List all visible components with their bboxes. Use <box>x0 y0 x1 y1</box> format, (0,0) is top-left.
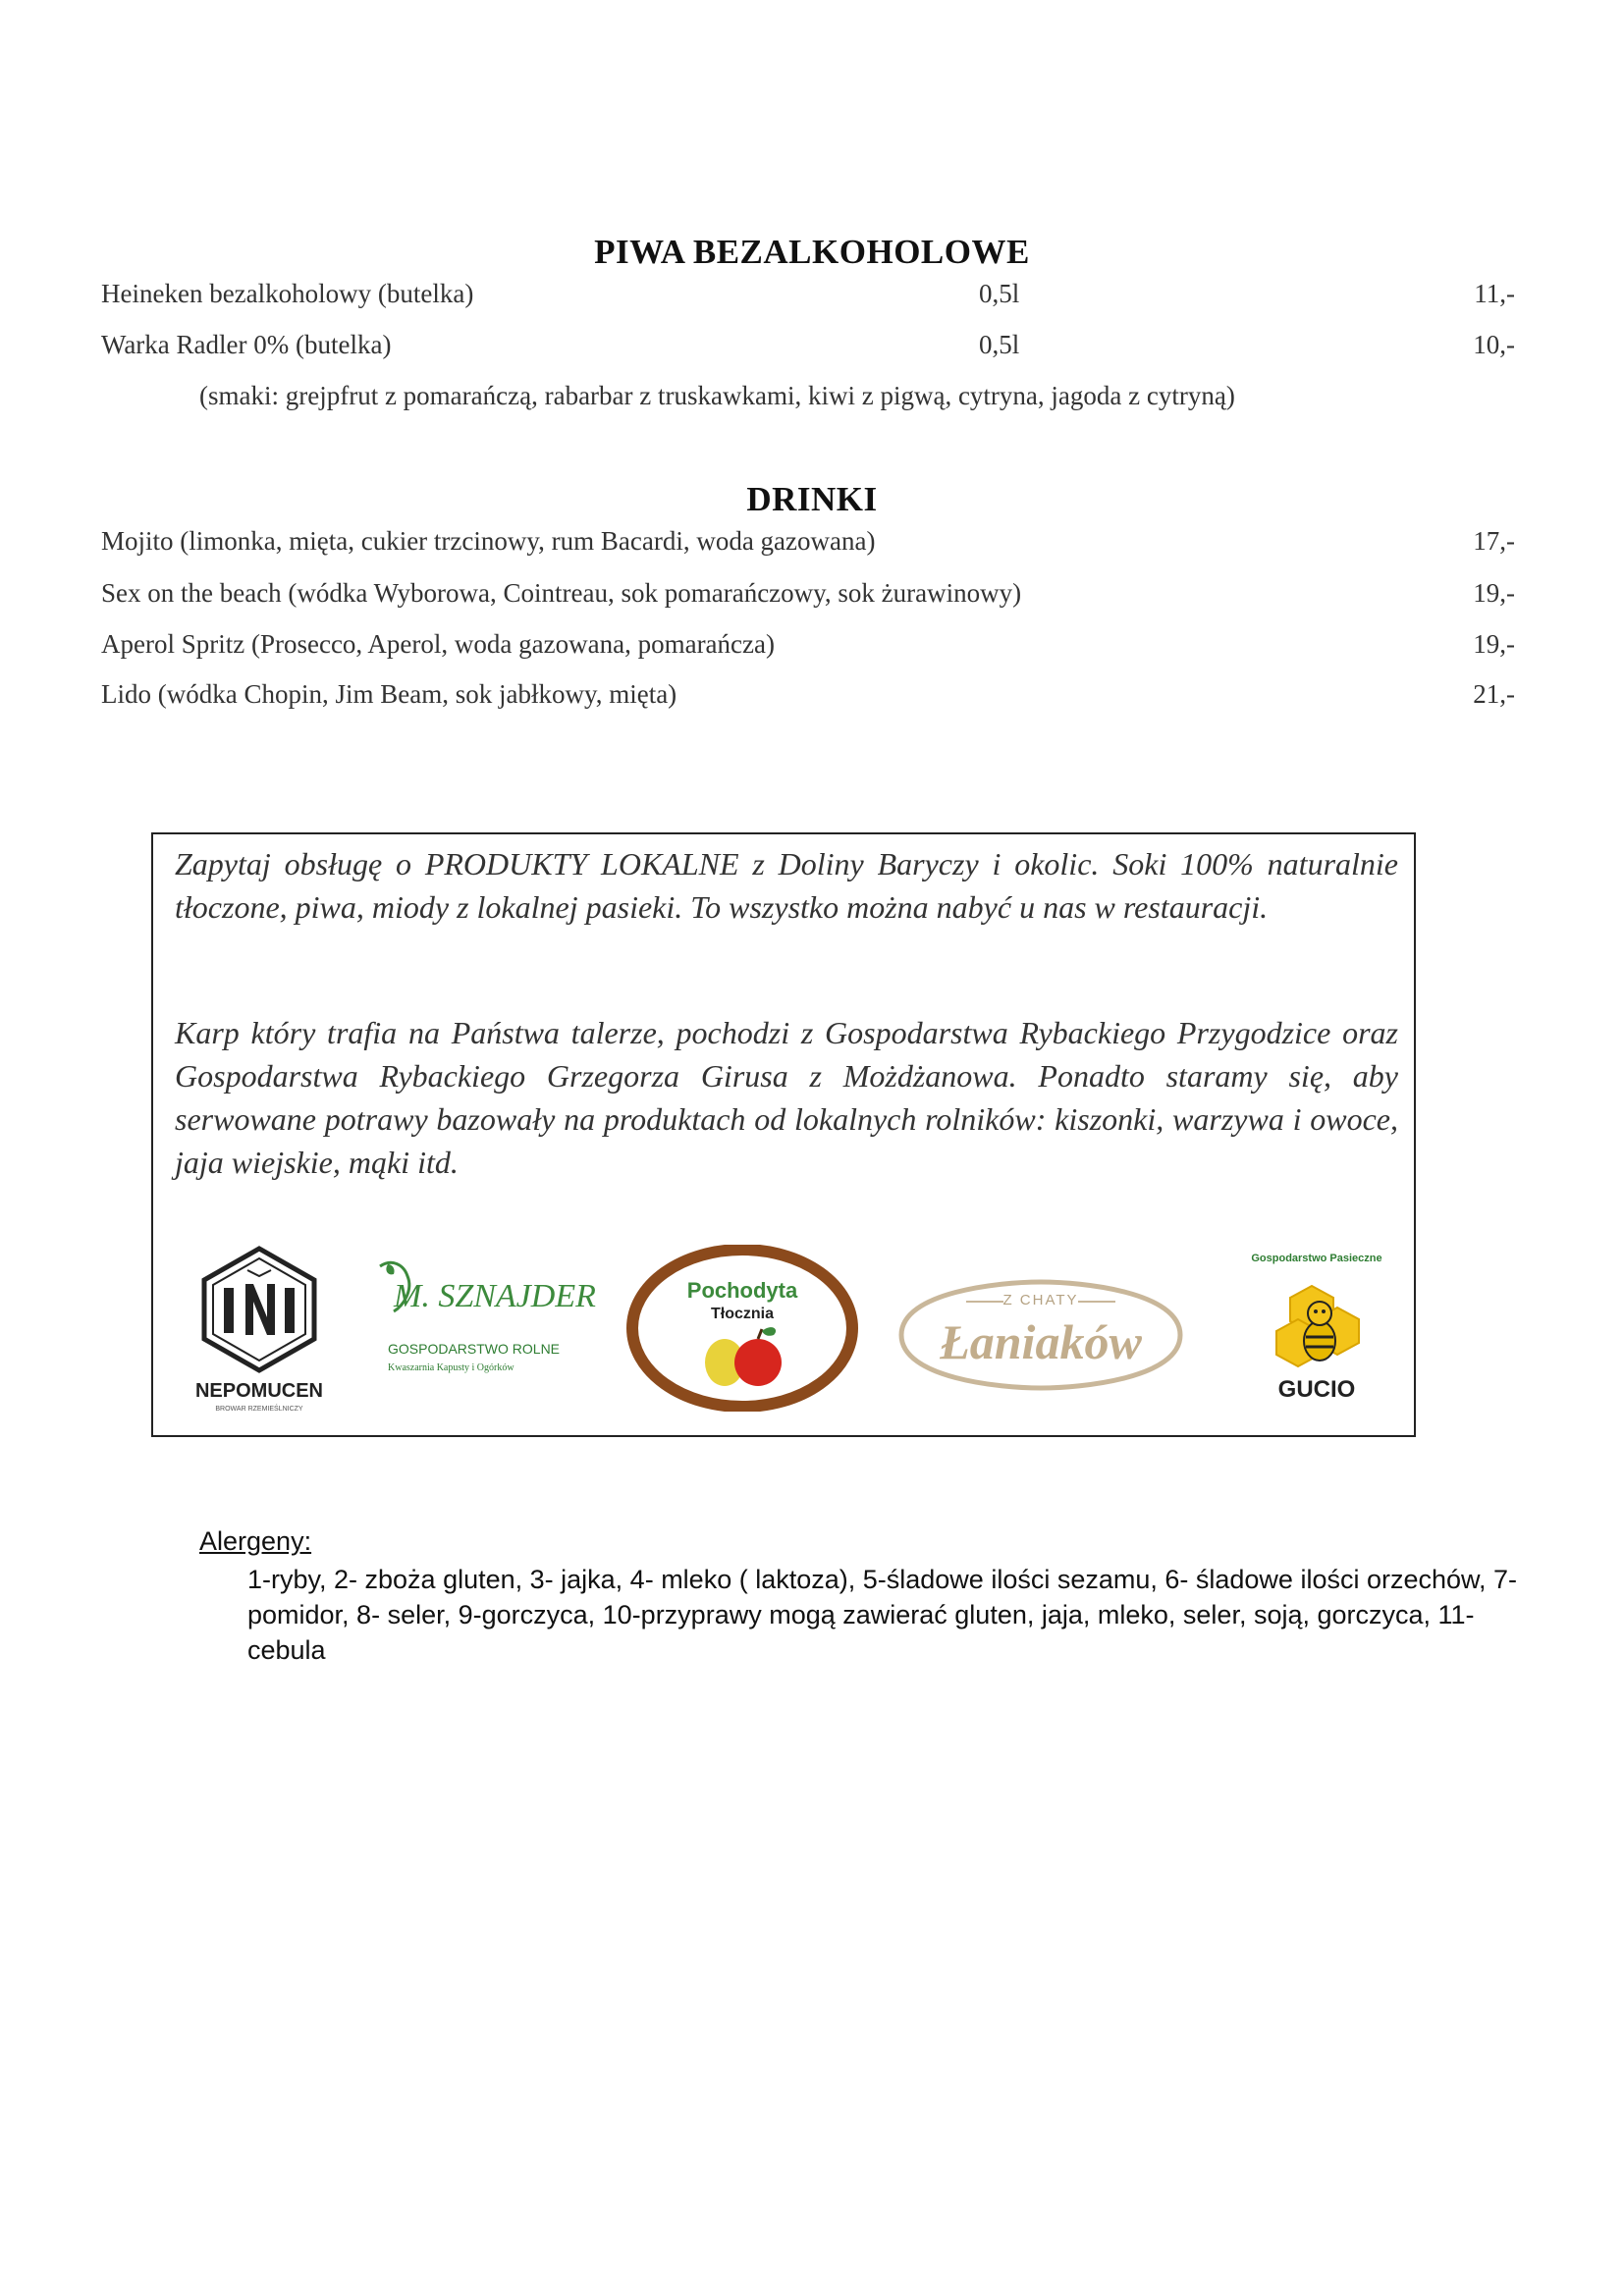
pochodyta-name: Pochodyta <box>686 1278 798 1303</box>
pochodyta-logo <box>626 1245 858 1412</box>
item-price: 11,- <box>1474 279 1515 308</box>
menu-row <box>101 629 1515 665</box>
item-name: Heineken bezalkoholowy (butelka) <box>101 279 474 308</box>
menu-row <box>101 526 1515 561</box>
laniakow-top: Z CHATY <box>1002 1292 1079 1308</box>
item-name: Lido (wódka Chopin, Jim Beam, sok jabłkowy, mięta) <box>101 679 677 709</box>
sznajder-logo <box>374 1256 600 1394</box>
item-price: 10,- <box>1473 330 1515 359</box>
menu-row <box>101 330 1515 365</box>
flavors-note: (smaki: grejpfrut z pomarańczą, rabarbar z truskawkami, kiwi z pigwą, cytryna, jagoda z cytryną) <box>199 381 1235 410</box>
allergens-label: Alergeny: <box>199 1526 312 1556</box>
gucio-name: GUCIO <box>1277 1376 1356 1403</box>
pochodyta-badge-icon <box>626 1245 858 1412</box>
local-products-box <box>151 832 1416 1437</box>
item-volume: 0,5l <box>979 279 1020 308</box>
item-name: Warka Radler 0% (butelka) <box>101 330 392 359</box>
section-title-drinks: DRINKI <box>746 480 878 518</box>
item-name: Aperol Spritz (Prosecco, Aperol, woda gazowana, pomarańcza) <box>101 629 775 659</box>
item-price: 17,- <box>1473 526 1515 556</box>
menu-row <box>101 578 1515 614</box>
sznajder-name: M. SZNAJDER <box>394 1278 596 1314</box>
item-volume: 0,5l <box>979 330 1020 359</box>
item-price: 19,- <box>1473 629 1515 659</box>
sznajder-line1: GOSPODARSTWO ROLNE <box>388 1341 561 1357</box>
local-products-paragraph: Zapytaj obsługę o PRODUKTY LOKALNE z Doliny Baryczy i okolic. Soki 100% naturalnie tłoczone, piwa, miody z lokalnej pasieki. To wszystko można nabyć u nas w restauracji. <box>175 846 1398 925</box>
section-title-beer: PIWA BEZALKOHOLOWE <box>594 233 1030 271</box>
nepomucen-emblem-icon <box>190 1245 328 1374</box>
menu-row <box>101 679 1515 715</box>
allergens-section <box>199 1526 1518 1665</box>
laniakow-logo <box>882 1272 1200 1396</box>
gucio-arc-text: Gospodarstwo Pasieczne <box>1251 1253 1382 1264</box>
gucio-logo <box>1233 1247 1400 1414</box>
sznajder-line2: Kwaszarnia Kapusty i Ogórków <box>388 1362 514 1373</box>
laniakow-name: Łaniaków <box>940 1314 1142 1369</box>
item-price: 21,- <box>1473 679 1515 709</box>
nepomucen-name: NEPOMUCEN <box>194 1380 323 1402</box>
carp-origin-paragraph: Karp który trafia na Państwa talerze, pochodzi z Gospodarstwa Rybackiego Przygodzice oraz Gospodarstwa Rybackiego Grzegorza Girusa z Możdżanowa. Ponadto staramy się, aby serwowane potrawy bazowały na produktach od lokalnych rolników: kiszonki, warzywa i owoce, jaja wiejskie, mąki itd. <box>175 1015 1398 1180</box>
item-name: Sex on the beach (wódka Wyborowa, Cointreau, sok pomarańczowy, sok żurawinowy) <box>101 578 1022 608</box>
allergens-text: 1-ryby, 2- zboża gluten, 3- jajka, 4- mleko ( laktoza), 5-śladowe ilości sezamu, 6- śladowe ilości orzechów, 7- pomidor, 8- seler, 9-gorczyca, 10-przyprawy mogą zawierać gluten, jaja, mleko, seler, soją, gorczyca, 11- cebula <box>247 1565 1518 1665</box>
item-price: 19,- <box>1473 578 1515 608</box>
item-name: Mojito (limonka, mięta, cukier trzcinowy, rum Bacardi, woda gazowana) <box>101 526 876 556</box>
nepomucen-subtitle: BROWAR RZEMIEŚLNICZY <box>215 1406 303 1413</box>
pochodyta-subtitle: Tłocznia <box>710 1306 774 1322</box>
menu-row <box>101 279 1515 314</box>
nepomucen-logo <box>190 1245 328 1421</box>
